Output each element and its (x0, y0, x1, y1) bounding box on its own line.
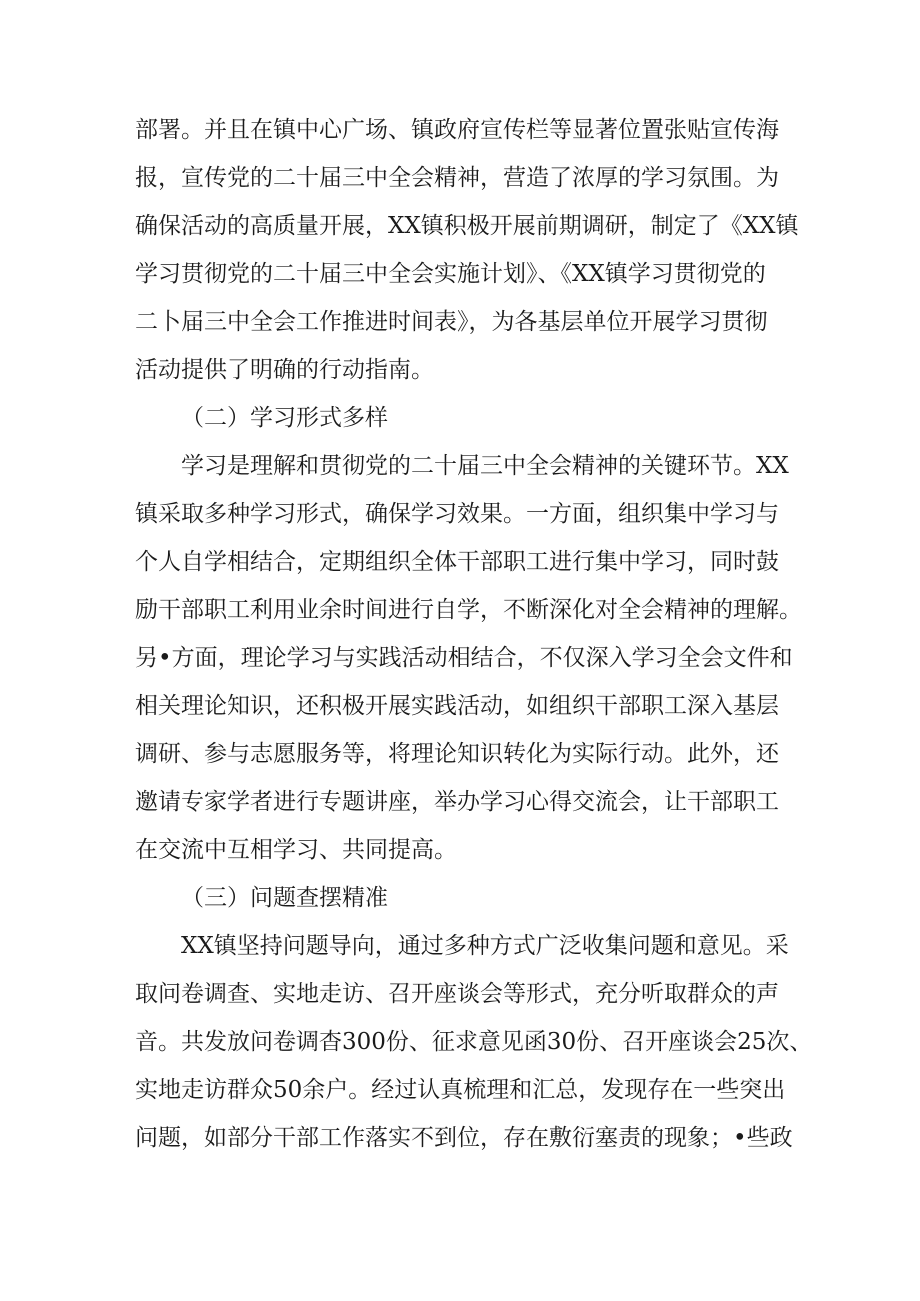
body-text-line: 确保活动的高质量开展，XX镇积极开展前期调研，制定了《XX镇 (135, 213, 799, 239)
body-text-line: 在交流中互相学习、共同提高。 (135, 837, 457, 863)
body-text-line: 学习是理解和贯彻党的二十届三中全会精神的关键环节。XX (181, 453, 789, 479)
body-text-line: 报，宣传党的二十届三中全会精神，营造了浓厚的学习氛围。为 (135, 165, 779, 191)
body-text-line: 问题，如部分干部工作落实不到位，存在敷衍塞责的现象；•些政 (135, 1125, 793, 1151)
body-text-line: 励干部职工利用业余时间进行自学，不断深化对全会精神的理解。 (135, 597, 802, 623)
body-text-line: 二卜届三中全会工作推进时间表》，为各基层单位开展学习贯彻 (135, 309, 768, 335)
body-text-line: 实地走访群众50余户。经过认真梳理和汇总，发现存在一些突出 (135, 1077, 786, 1103)
body-text-line: 另•方面，理论学习与实践活动相结合，不仅深入学习全会文件和 (135, 645, 793, 671)
body-text-line: 学习贯彻党的二十届三中全会实施计划》、《XX镇学习贯彻党的 (135, 261, 766, 287)
body-text-line: 个人自学相结合，定期组织全体干部职工进行集中学习，同时鼓 (135, 549, 779, 575)
body-text-line: 取问卷调查、实地走访、召开座谈会等形式，充分听取群众的声 (135, 981, 779, 1007)
body-text-line: 相关理论知识，还积极开展实践活动，如组织干部职工深入基层 (135, 693, 779, 719)
section-heading: （二）学习形式多样 (181, 405, 388, 431)
section-heading: （三）问题查摆精准 (181, 885, 388, 911)
body-text-line: 邀请专家学者进行专题讲座，举办学习心得交流会，让干部职工 (135, 789, 779, 815)
body-text-line: 镇采取多种学习形式，确保学习效果。一方面，组织集中学习与 (135, 501, 779, 527)
body-text-line: 音。共发放问卷调杳300份、征求意见函30份、召开座谈会25次、 (135, 1029, 813, 1055)
body-text-line: 部署。并且在镇中心广场、镇政府宣传栏等显著位置张贴宣传海 (135, 117, 779, 143)
body-text-line: 活动提供了明确的行动指南。 (135, 357, 434, 383)
body-text-line: 调研、参与志愿服务等，将理论知识转化为实际行动。此外，还 (135, 741, 779, 767)
body-text-line: XX镇坚持问题导向，通过多种方式广泛收集问题和意见。采 (181, 933, 789, 959)
